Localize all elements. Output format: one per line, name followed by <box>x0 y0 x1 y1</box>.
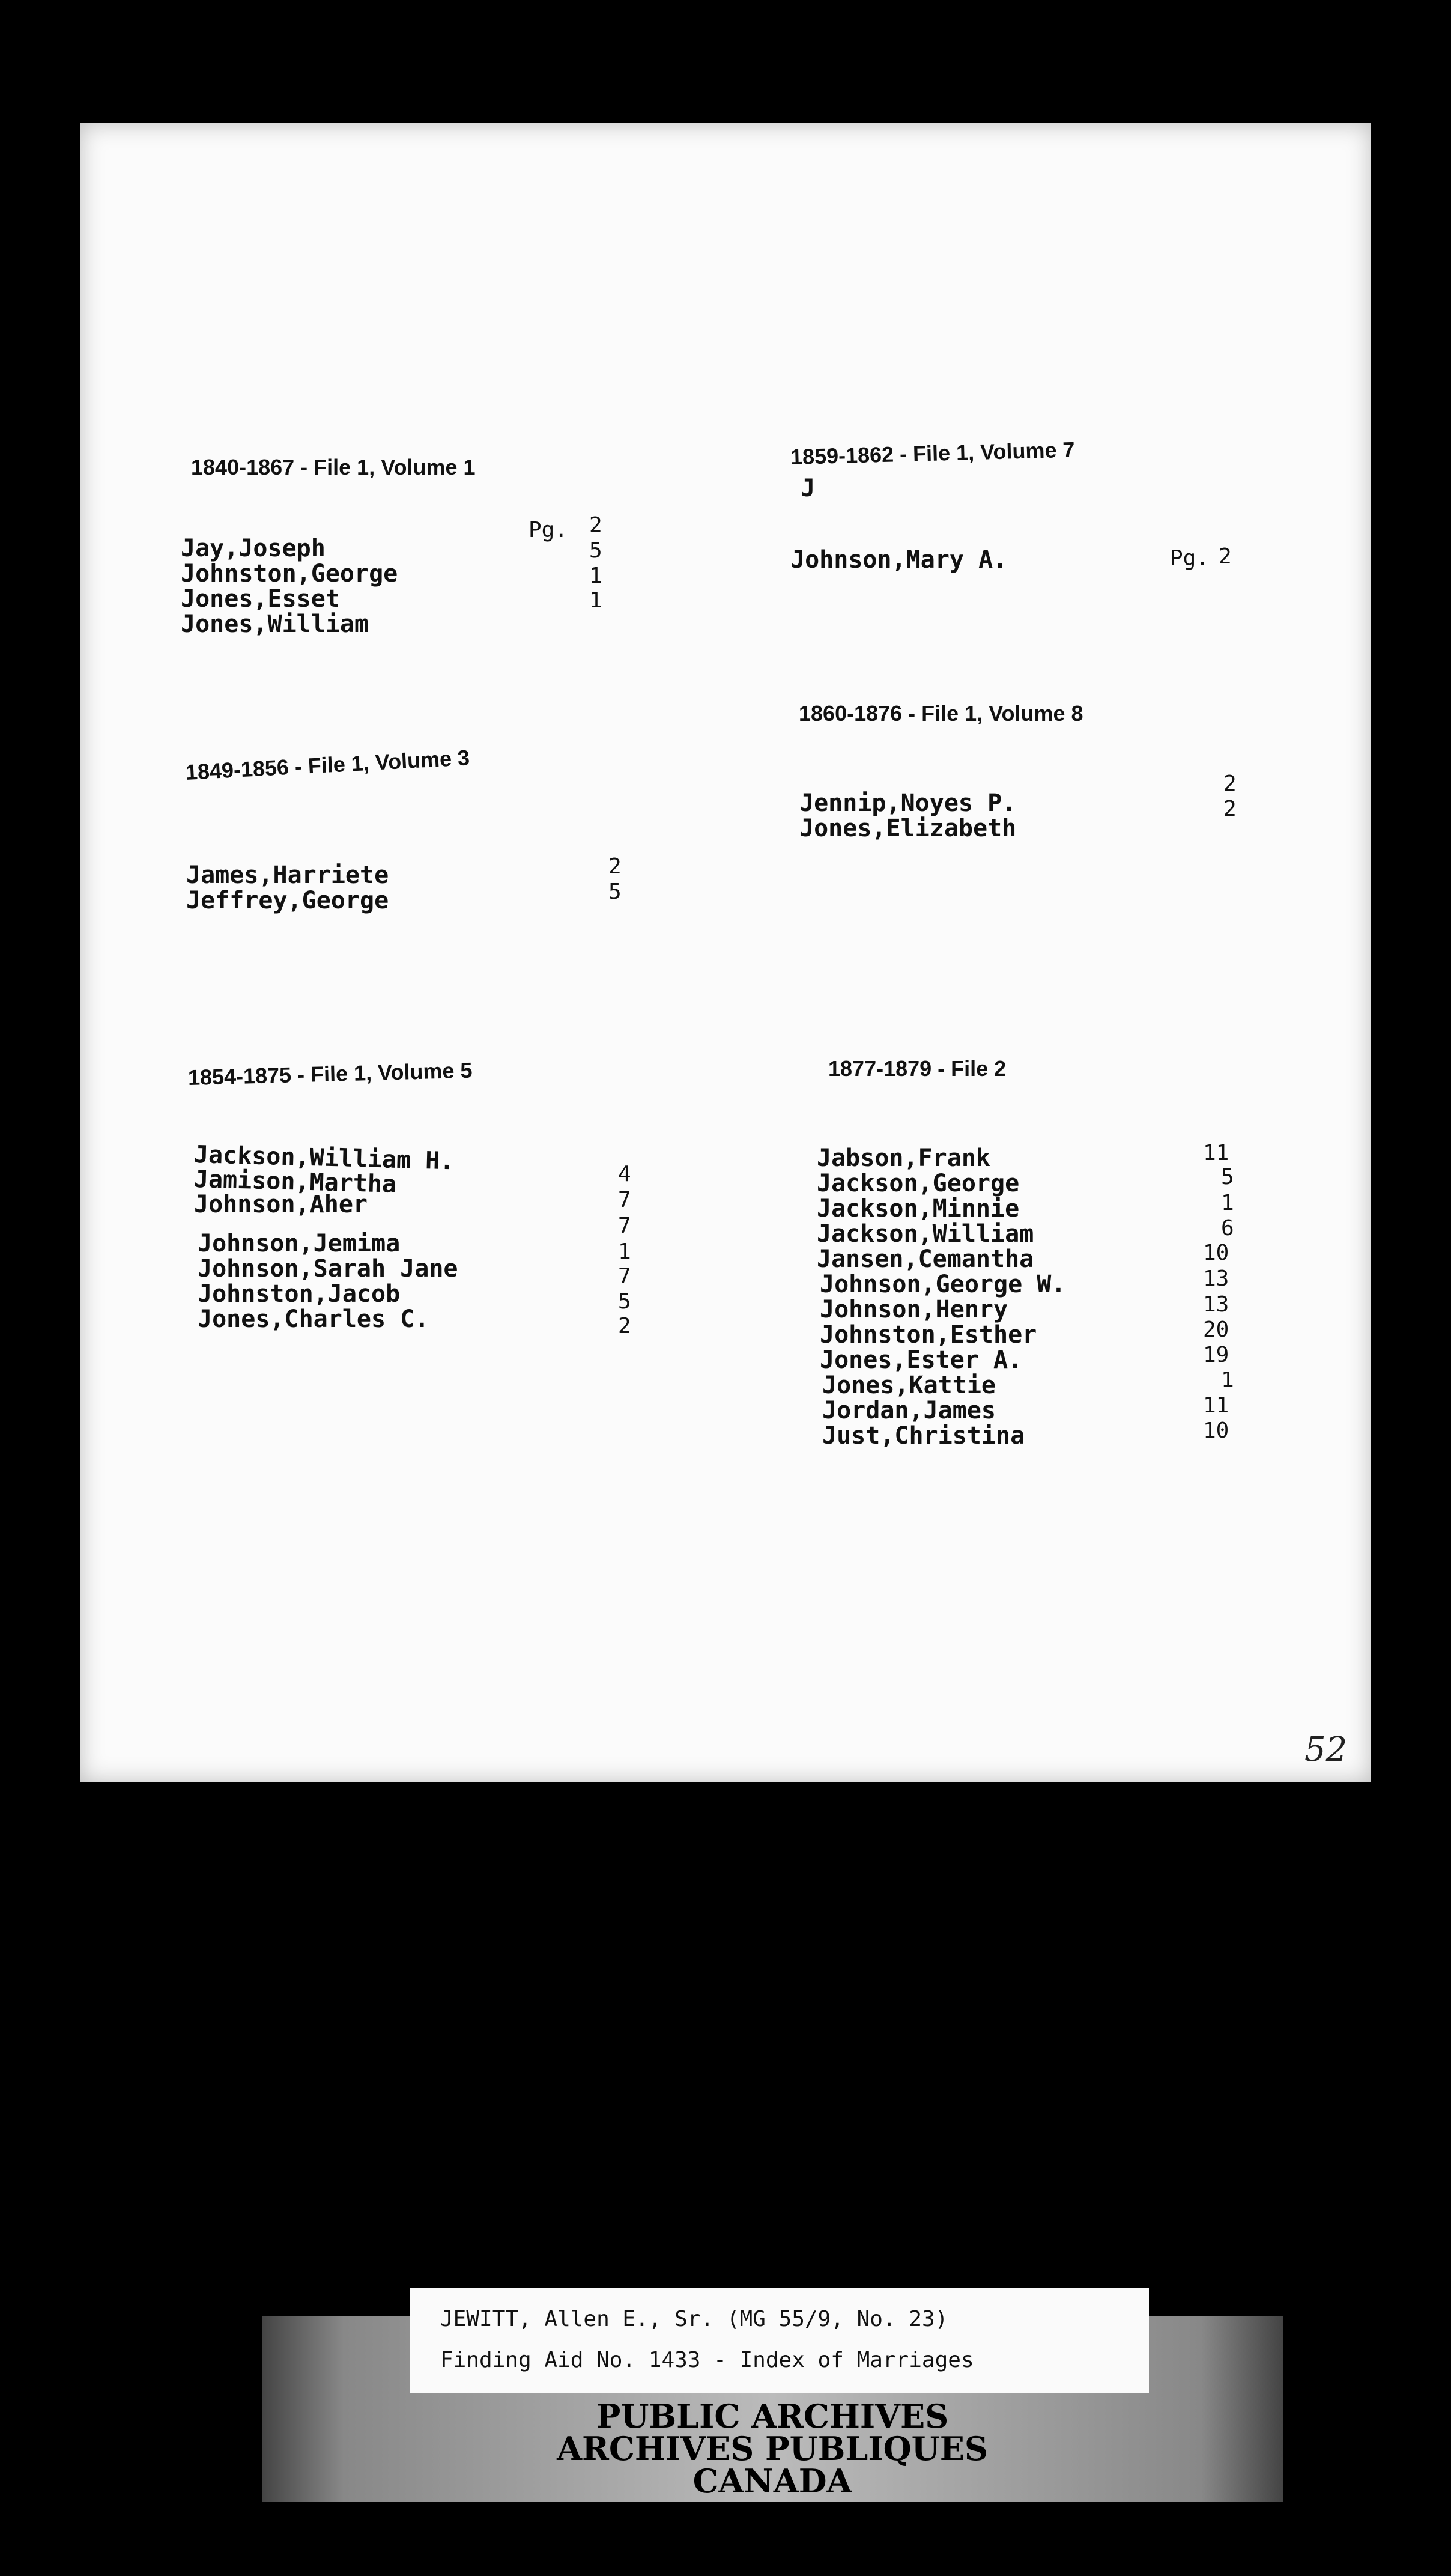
index-entry: Johnston,George <box>181 560 398 588</box>
page-number-entry: 5 <box>608 879 622 904</box>
page-number-entry: 11 <box>1203 1393 1229 1418</box>
page-number-entry: 2 <box>608 854 622 879</box>
index-entry: Jeffrey,George <box>186 887 389 914</box>
page-number-entry: 2 <box>589 513 602 538</box>
page-number-entry: 19 <box>1203 1343 1229 1367</box>
index-entry: Jamison,Martha <box>193 1165 397 1198</box>
index-entry: Jackson,William H. <box>193 1141 455 1176</box>
archives-stamp <box>262 2397 1283 2500</box>
index-entry: Jones,Elizabeth <box>799 815 1017 842</box>
index-entry: Jansen,Cemantha <box>817 1245 1034 1273</box>
finding-aid-label <box>410 2288 1149 2393</box>
section-1860-1876 <box>799 701 1083 726</box>
document-page <box>80 123 1371 1782</box>
page-number-entry: 4 <box>618 1162 631 1186</box>
section-heading: 1859-1862 - File 1, Volume 7 <box>790 437 1075 469</box>
page-number-entry: 1 <box>1221 1191 1234 1215</box>
index-entry: Jones,Kattie <box>822 1372 996 1399</box>
page-number-entry: 7 <box>618 1188 631 1212</box>
index-entry: Johnson,Jemima <box>198 1230 401 1257</box>
index-entry: Johnson,Aher <box>194 1191 368 1218</box>
handwritten-page-number: 52 <box>1304 1730 1348 1769</box>
page-number-entry: 6 <box>1221 1216 1234 1241</box>
index-entry: Johnston,Esther <box>820 1321 1037 1349</box>
stamp-line: PUBLIC ARCHIVES <box>596 2397 949 2435</box>
index-entry: Jones,William <box>181 610 369 638</box>
page-number-entry: 5 <box>1221 1165 1234 1189</box>
index-entry: Johnston,Jacob <box>198 1280 401 1308</box>
index-entry: Johnson,Mary A. <box>790 546 1008 574</box>
page-number-entry: 1 <box>589 564 602 588</box>
index-entry: Jackson,George <box>817 1170 1020 1197</box>
page-number-entry: 10 <box>1203 1418 1229 1443</box>
page-number-entry: 1 <box>589 588 602 613</box>
stamp-line: CANADA <box>692 2462 852 2500</box>
page-number-entry: 1 <box>1221 1368 1234 1393</box>
label-subtitle: Finding Aid No. 1433 - Index of Marriages <box>440 2348 974 2372</box>
page-number-entry: 2 <box>1219 544 1232 569</box>
page-number-entry: 7 <box>618 1214 631 1238</box>
page-number-entry: 11 <box>1203 1141 1229 1165</box>
index-entry: Johnson,George W. <box>820 1271 1066 1298</box>
index-entry: Just,Christina <box>822 1422 1025 1450</box>
pg-label: Pg. <box>1170 546 1210 571</box>
index-entry: Jones,Ester A. <box>820 1346 1023 1374</box>
pg-label: Pg. <box>529 518 568 542</box>
stamp-line: ARCHIVES PUBLIQUES <box>557 2429 988 2468</box>
page-number-entry: 10 <box>1203 1241 1229 1265</box>
index-entry: Jackson,Minnie <box>817 1195 1020 1223</box>
index-entry: Jones,Charles C. <box>198 1305 429 1333</box>
index-entry: Johnson,Henry <box>820 1296 1008 1323</box>
page-number-entry: 7 <box>618 1264 631 1289</box>
page-number-entry: 2 <box>618 1314 631 1338</box>
index-entry: Jordan,James <box>822 1397 996 1424</box>
section-heading: 1840-1867 - File 1, Volume 1 <box>191 455 476 479</box>
section-1849-1856 <box>185 745 470 785</box>
page-number-entry: 5 <box>618 1289 631 1314</box>
section-1859-1862 <box>790 437 1075 470</box>
index-letter: J <box>801 475 816 502</box>
index-entry: Jennip,Noyes P. <box>799 789 1017 817</box>
index-entry: James,Harriete <box>186 861 389 889</box>
index-entry: Jay,Joseph <box>181 535 326 562</box>
index-entry: Johnson,Sarah Jane <box>198 1255 458 1283</box>
page-number-entry: 2 <box>1223 771 1237 796</box>
section-heading: 1854-1875 - File 1, Volume 5 <box>187 1057 473 1090</box>
section-1854-1875 <box>187 1058 473 1090</box>
index-entry: Jones,Esset <box>181 585 340 613</box>
label-title: JEWITT, Allen E., Sr. (MG 55/9, No. 23) <box>440 2307 948 2331</box>
index-entry: Jabson,Frank <box>817 1144 990 1172</box>
section-1877-1879 <box>828 1056 1006 1081</box>
page-number-entry: 5 <box>589 538 602 563</box>
section-1840-1867 <box>191 455 476 480</box>
page-number-entry: 20 <box>1203 1317 1229 1342</box>
section-heading: 1849-1856 - File 1, Volume 3 <box>184 745 470 785</box>
index-entry: Jackson,William <box>817 1220 1034 1248</box>
page-number-entry: 2 <box>1223 797 1237 821</box>
page-number-entry: 1 <box>618 1239 631 1264</box>
page-number-entry: 13 <box>1203 1292 1229 1317</box>
section-heading: 1877-1879 - File 2 <box>828 1056 1007 1081</box>
page-number-entry: 13 <box>1203 1266 1229 1291</box>
section-heading: 1860-1876 - File 1, Volume 8 <box>799 701 1083 726</box>
